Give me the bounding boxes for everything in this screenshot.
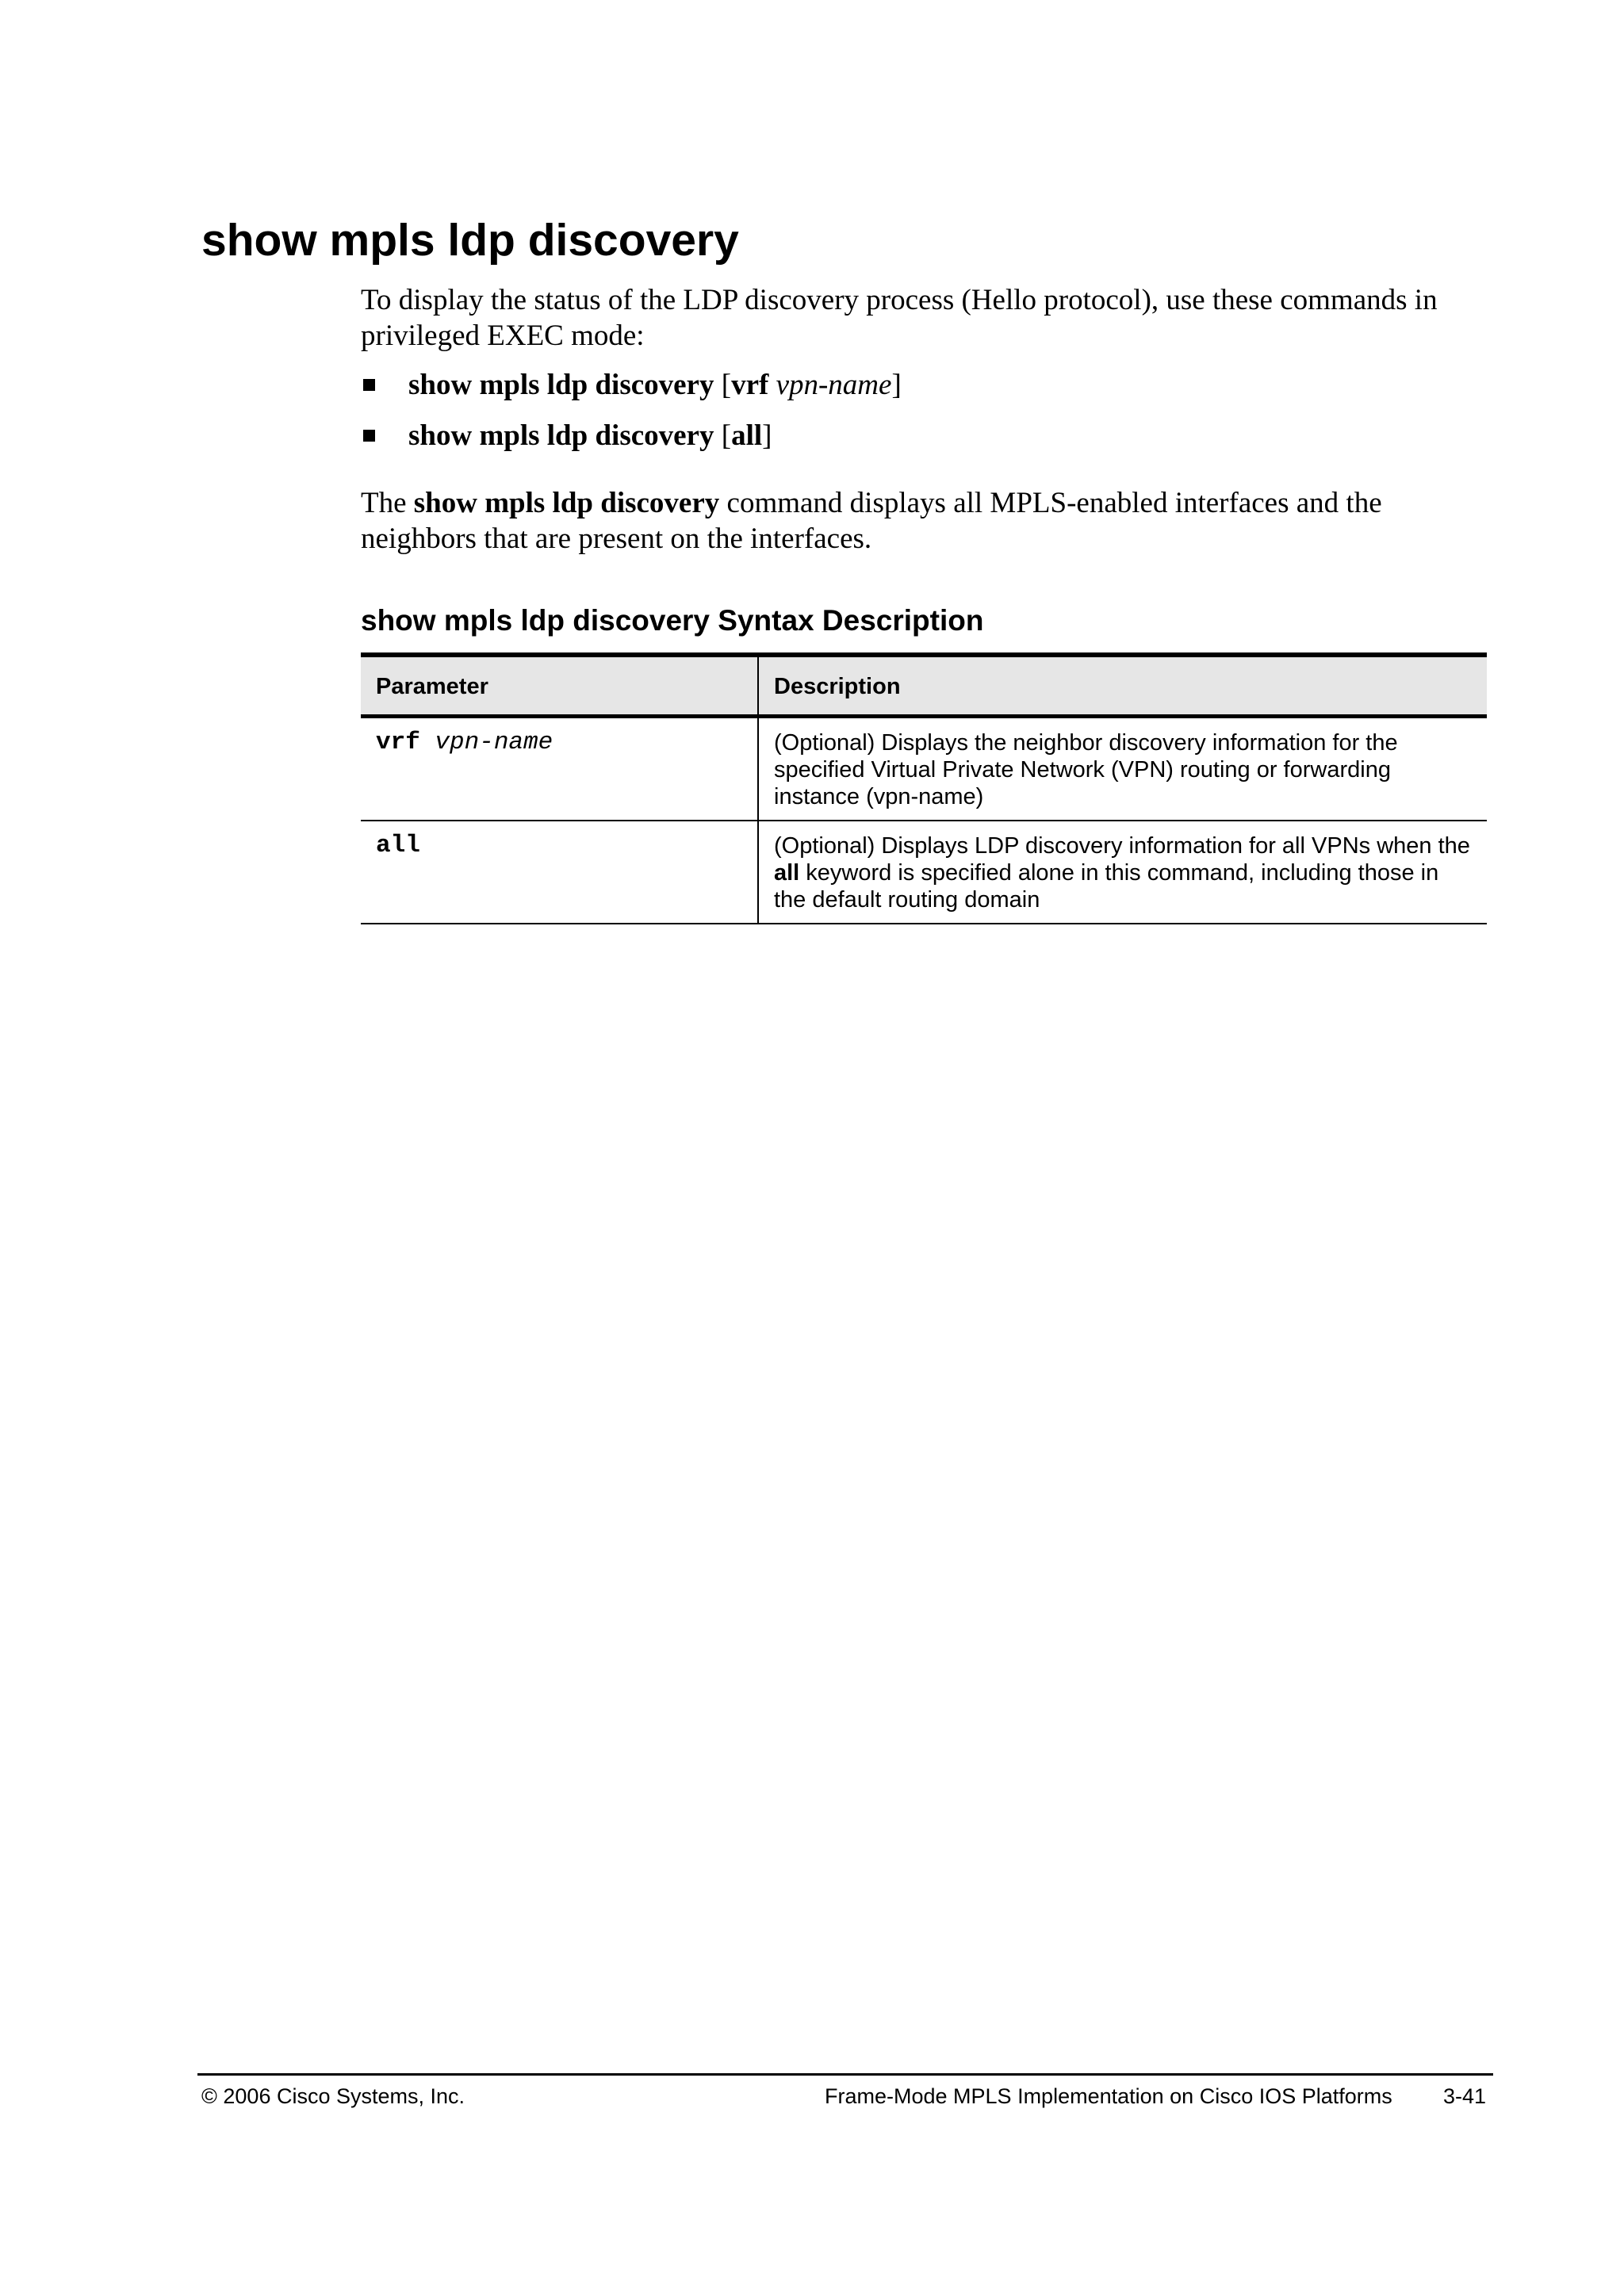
page-title: show mpls ldp discovery xyxy=(201,215,739,266)
command-name: show mpls ldp discovery xyxy=(408,419,714,452)
square-bullet-icon xyxy=(363,430,375,442)
command-name: show mpls ldp discovery xyxy=(408,369,714,401)
header-parameter: Parameter xyxy=(361,655,758,717)
bracket-close: ] xyxy=(891,369,902,401)
summary-command: show mpls ldp discovery xyxy=(413,487,720,519)
table-title: show mpls ldp discovery Syntax Description xyxy=(361,604,984,637)
bracket-open: [ xyxy=(714,419,732,452)
footer-divider xyxy=(197,2073,1493,2076)
footer-book-title: Frame-Mode MPLS Implementation on Cisco IOS Platforms xyxy=(825,2084,1392,2108)
intro-paragraph xyxy=(361,282,1487,354)
parameter-cell xyxy=(361,821,758,924)
summary-suffix: command displays all MPLS-enabled interfaces and the neighbors that are present on the interfaces. xyxy=(361,487,1382,555)
command-keyword: vrf xyxy=(731,369,769,401)
description-keyword: all xyxy=(774,860,800,886)
command-item xyxy=(361,367,1487,403)
parameter-cell xyxy=(361,717,758,821)
square-bullet-icon xyxy=(363,379,375,391)
description-cell: (Optional) Displays the neighbor discovery information for the specified Virtual Private Network (VPN) routing or forwarding instance (vpn-name) xyxy=(758,717,1487,821)
description-text: keyword is specified alone in this command, including those in the default routing domain xyxy=(774,860,1439,913)
syntax-table xyxy=(361,652,1487,924)
table-row xyxy=(361,717,1487,821)
command-keyword: all xyxy=(731,419,763,452)
footer-copyright: © 2006 Cisco Systems, Inc. xyxy=(201,2084,465,2108)
parameter-keyword: vrf xyxy=(376,729,420,756)
command-item xyxy=(361,418,1487,453)
header-description: Description xyxy=(758,655,1487,717)
summary-paragraph xyxy=(361,485,1487,557)
description-text: (Optional) Displays LDP discovery information for all VPNs when the xyxy=(774,833,1470,859)
command-argument: vpn-name xyxy=(776,369,892,401)
parameter-keyword: all xyxy=(376,832,420,859)
intro-text: To display the status of the LDP discovery process (Hello protocol), use these commands in privileged EXEC mode: xyxy=(361,284,1438,352)
bracket-open: [ xyxy=(714,369,732,401)
footer-page-number: 3-41 xyxy=(1443,2084,1487,2108)
parameter-argument: vpn-name xyxy=(435,729,553,756)
summary-text xyxy=(361,485,1487,557)
bracket-close: ] xyxy=(762,419,772,452)
summary-prefix: The xyxy=(361,487,414,519)
command-list xyxy=(361,367,1487,469)
table-row xyxy=(361,821,1487,924)
description-cell xyxy=(758,821,1487,924)
table-header-row xyxy=(361,655,1487,717)
